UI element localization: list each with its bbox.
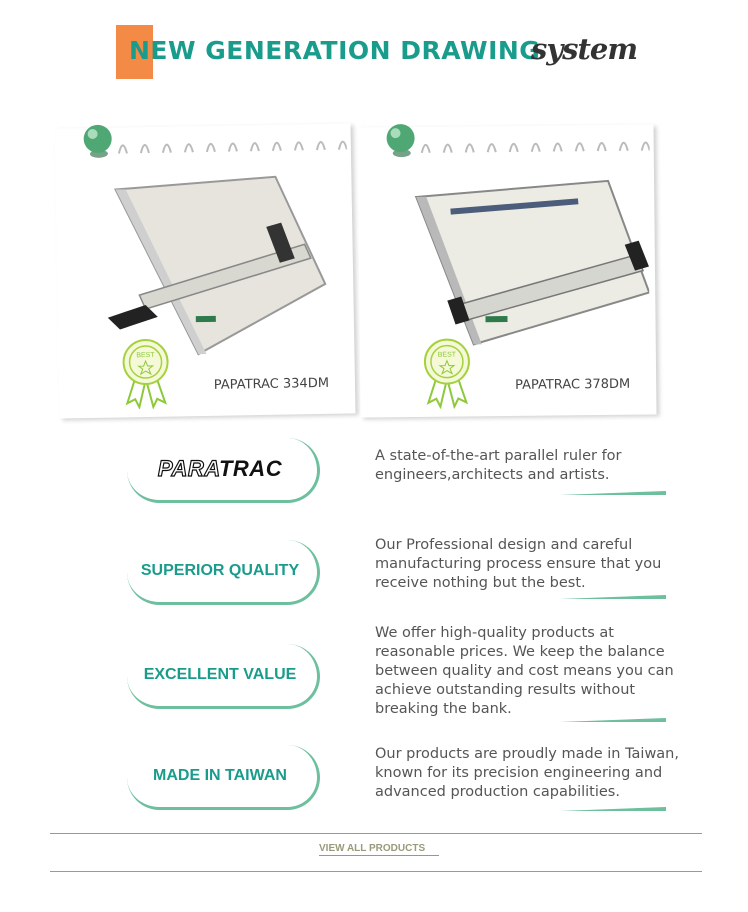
- page-title-script: system: [531, 32, 638, 66]
- feature-label: MADE IN TAIWAN: [153, 767, 287, 784]
- view-all-products-link[interactable]: VIEW ALL PRODUCTS: [319, 843, 439, 856]
- feature-row-paratrac: [0, 438, 748, 548]
- feature-label: SUPERIOR QUALITY: [140, 562, 300, 579]
- feature-underline: [560, 595, 666, 599]
- paratrac-logo: [127, 438, 313, 500]
- pushpin-icon: [78, 122, 117, 161]
- best-badge-icon: [120, 337, 171, 410]
- feature-underline: [560, 718, 666, 722]
- svg-text:BEST: BEST: [437, 351, 457, 359]
- product-card-378dm[interactable]: [357, 124, 656, 417]
- product-name[interactable]: PAPATRAC 378DM: [514, 376, 631, 393]
- feature-description: Our Professional design and careful manufacturing process ensure that you receive nothing but the best.: [375, 537, 662, 591]
- footer-divider-bottom: [50, 871, 702, 872]
- feature-underline: [560, 807, 666, 811]
- best-badge-icon: [422, 336, 473, 409]
- feature-description: A state-of-the-art parallel ruler for engineers,architects and artists.: [375, 448, 622, 483]
- logo-solid-text: TRAC: [218, 456, 283, 481]
- product-card-334dm[interactable]: [54, 123, 355, 418]
- feature-row-excellent-value: [0, 625, 748, 754]
- product-name[interactable]: PAPATRAC 334DM: [213, 375, 330, 393]
- page-title: NEW GENERATION DRAWING: [129, 36, 541, 65]
- feature-label: EXCELLENT VALUE: [143, 666, 297, 683]
- footer-divider-top: [50, 833, 702, 834]
- pushpin-icon: [381, 121, 419, 159]
- feature-row-made-in-taiwan: [0, 745, 748, 855]
- page-header: [0, 22, 748, 82]
- feature-underline: [560, 491, 666, 495]
- svg-text:BEST: BEST: [136, 351, 155, 360]
- spiral-binding-icon: [115, 128, 347, 162]
- logo-outline-text: PARA: [157, 456, 219, 481]
- feature-description: Our products are proudly made in Taiwan, known for its precision engineering and advanced production capabilities.: [375, 746, 679, 800]
- feature-description: We offer high-quality products at reasonable prices. We keep the balance between quality and cost means you can achieve outstanding results without breaking the bank.: [375, 625, 674, 717]
- spiral-binding-icon: [418, 128, 650, 160]
